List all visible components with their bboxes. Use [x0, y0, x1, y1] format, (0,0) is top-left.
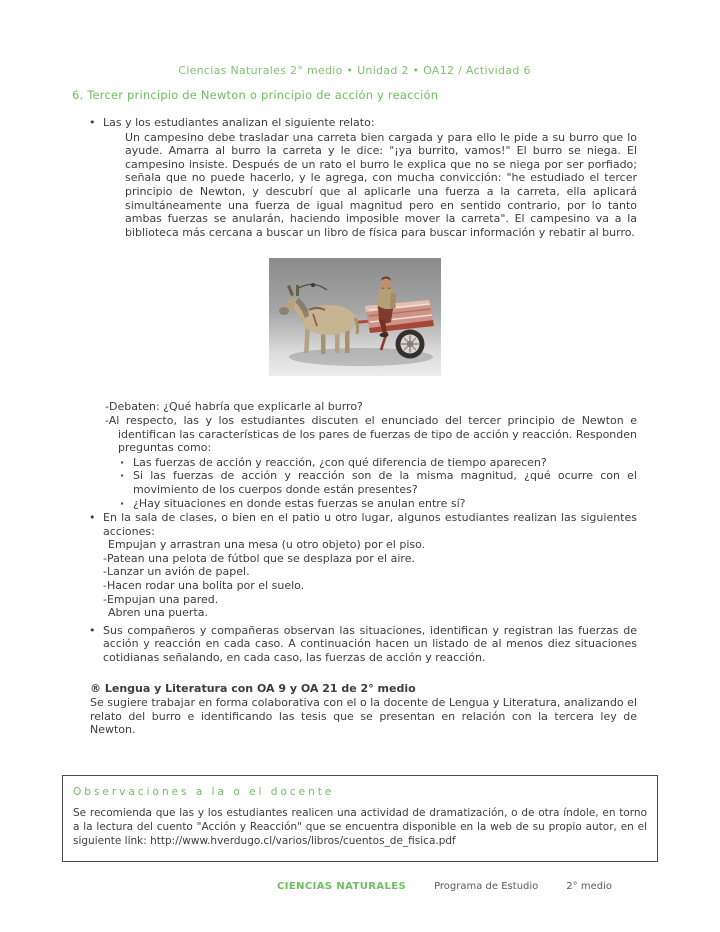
footer-subject: CIENCIAS NATURALES: [277, 881, 407, 892]
action-item-4: -Hacen rodar una bolita por el suelo.: [103, 579, 305, 593]
donkey-cart-image: [269, 258, 441, 376]
bullet-observan-situaciones: • Sus compañeros y compañeras observan las situaciones, identifican y registran las fuerzas de acción y reacción en cada caso. A continuación hacen un listado de al menos diez situaciones cotidianas señalando, en cada caso, las fuerzas de acción y reacción.: [72, 624, 637, 665]
teacher-observations-box: [62, 775, 658, 862]
question-item-3: · ¿Hay situaciones en donde estas fuerzas se anulan entre sí?: [118, 497, 637, 511]
interdisciplinary-title: [90, 682, 637, 696]
question-item-1: · Las fuerzas de acción y reacción, ¿con qué diferencia de tiempo aparecen?: [118, 456, 637, 470]
activity-content: [72, 116, 637, 737]
teacher-observations-title: Observaciones a la o el docente: [73, 786, 335, 798]
action-item-5: -Empujan una pared.: [103, 592, 219, 606]
footer-program-label: Programa de Estudio: [434, 881, 539, 892]
action-item-6: Abren una puerta.: [108, 606, 208, 620]
section-title: 6. Tercer principio de Newton o principio de acción y reacción: [72, 88, 439, 102]
interdisciplinary-icon: ®: [90, 681, 101, 695]
debate-question: -Debaten: ¿Qué habría que explicarle al burro?: [105, 400, 363, 414]
teacher-observations-text: Se recomienda que las y los estudiantes realicen una actividad de dramatización, o de otra índole, en torno a la lectura del cuento "Acción y Reacción" que se encuentra disponible en la web de su propio autor, en el siguiente link:: [73, 807, 647, 847]
story-figure: [72, 258, 637, 376]
page-footer: [277, 881, 612, 892]
footer-grade-label: 2° medio: [566, 881, 612, 892]
discussion-paragraph: -Al respecto, las y los estudiantes discuten el enunciado del tercer principio de Newton e identifican las características de los pares de fuerzas de tipo de acción y reacción. Responden preguntas como:: [105, 413, 637, 455]
action-item-3: -Lanzar un avión de papel.: [103, 565, 250, 579]
teacher-observations-body: [73, 806, 647, 848]
donkey-cart-illustration: [269, 258, 441, 376]
breadcrumb: Ciencias Naturales 2° medio • Unidad 2 • OA12 / Actividad 6: [178, 64, 531, 77]
teacher-observations-link[interactable]: http://www.hverdugo.cl/varios/libros/cuentos_de_fisica.pdf: [150, 835, 456, 847]
interdisciplinary-title-text: Lengua y Literatura con OA 9 y OA 21 de 2° medio: [104, 681, 416, 695]
question-item-2: · Si las fuerzas de acción y reacción son de la misma magnitud, ¿qué ocurre con el movimiento de los cuerpos donde están presentes?: [118, 469, 637, 496]
bullet-acciones-intro: • En la sala de clases, o bien en el patio u otro lugar, algunos estudiantes realizan las siguientes acciones:: [72, 511, 637, 538]
interdisciplinary-body: Se sugiere trabajar en forma colaborativa con el o la docente de Lengua y Literatura, analizando el relato del burro e identificando las tesis que se presentan en relación con la tercera ley de Newton.: [90, 696, 637, 737]
action-item-1: Empujan y arrastran una mesa (u otro objeto) por el piso.: [108, 538, 426, 552]
bullet-analizan-relato: • Las y los estudiantes analizan el siguiente relato:: [72, 116, 637, 130]
action-item-2: -Patean una pelota de fútbol que se desplaza por el aire.: [103, 551, 415, 565]
story-paragraph: Un campesino debe trasladar una carreta bien cargada y para ello le pide a su burro que lo ayude. Amarra al burro la carreta y le dice: "¡ya burrito, vamos!" El burro se niega. El campesino insiste. Después de un rato el burro le explica que no se niega por ser porfiado; señala que no puede hacerlo, y le agrega, con mucha convicción: "he estudiado el tercer principio de Newton, y descubrí que al aplicarle una fuerza a la carreta, ella aplicará simultáneamente una fuerza de igual magnitud pero en sentido contrario, por lo tanto ambas fuerzas se anularán, haciendo imposible mover la carreta". El campesino va a la biblioteca más cercana a buscar un libro de física para buscar información y rebatir al burro.: [125, 130, 637, 239]
actions-list: [103, 538, 637, 620]
interdisciplinary-block: [90, 682, 637, 737]
